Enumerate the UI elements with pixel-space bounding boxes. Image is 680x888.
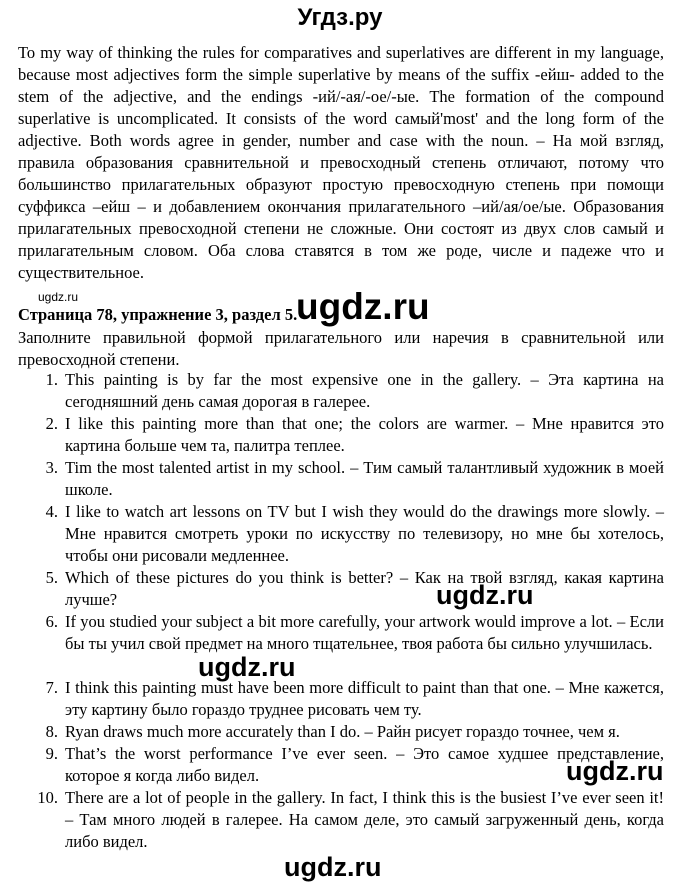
item-text: I like to watch art lessons on TV but I wish they would do the drawings more slowly. – Мне нравится смотреть уроки по искусству по телевизору, но мне бы хотелось, чтобы они рисовали медленнее. — [65, 502, 664, 565]
watermark: ugdz.ru — [436, 580, 534, 610]
task-instruction: Заполните правильной формой прилагательного или наречия в сравнительной или превосходной степени. — [18, 328, 664, 369]
list-item — [18, 457, 664, 501]
list-item — [18, 567, 664, 611]
list-item — [18, 721, 664, 743]
item-text: This painting is by far the most expensive one in the gallery. – Эта картина на сегодняшний день самая дорогая в галерее. — [65, 370, 664, 411]
item-text: Ryan draws much more accurately than I do. – Райн рисует гораздо точнее, чем я. — [65, 722, 620, 741]
item-number: 5. — [45, 568, 58, 587]
item-text: That’s the worst performance I’ve ever seen. – Это самое худшее представление, которое я когда либо видел. — [65, 744, 664, 785]
list-item — [18, 369, 664, 413]
item-text: Tim the most talented artist in my school. – Тим самый талантливый художник в моей школе. — [65, 458, 664, 499]
item-number: 1. — [45, 370, 58, 389]
item-number: 10. — [37, 788, 58, 807]
item-text: I think this painting must have been more difficult to paint than that one. – Мне кажется, эту картину было гораздо труднее рисовать чем ту. — [65, 678, 664, 719]
list-item — [18, 501, 664, 567]
item-number: 8. — [45, 722, 58, 741]
item-number: 9. — [45, 744, 58, 763]
item-text: If you studied your subject a bit more carefully, your artwork would improve a lot. – Если бы ты учил свой предмет на много тщательнее, твоя работа бы сильно улучшилась. — [65, 612, 664, 653]
site-header: Угдз.ру — [297, 4, 383, 31]
item-number: 6. — [45, 612, 58, 631]
item-number: 7. — [45, 678, 58, 697]
watermark-large: ugdz.ru — [296, 286, 430, 327]
list-item — [18, 611, 664, 655]
intro-paragraph: To my way of thinking the rules for comparatives and superlatives are different in my language, because most adjectives form the simple superlative by means of the suffix -ейш- added to the stem of the adjective, and the endings -ий/-ая/-ое/-ые. The formation of the compound superlative is uncomplicated. It consists of the word самый'most' and the long form of the adjective. Both words agree in gender, number and case with the noun. – На мой взгляд, правила образования сравнительной и превосходный степень отличают, потому что большинство прилагательных образуют простую превосходную степень при помощи суффикса –ейш – и добавлением окончания прилагательного –ий/ая/ое/ые. Образования прилагательных превосходной степени не сложные. Они состоят из двух слов самый и прилагательным словом. Оба слова ставятся в том же роде, числе и падеже что и существительное. — [18, 43, 664, 282]
item-number: 4. — [45, 502, 58, 521]
section-title: Страница 78, упражнение 3, раздел 5. — [18, 305, 298, 324]
list-item — [18, 787, 664, 853]
item-number: 2. — [45, 414, 58, 433]
watermark: ugdz.ru — [284, 852, 382, 882]
watermark-small: ugdz.ru — [38, 290, 79, 304]
item-text: Which of these pictures do you think is better? – Как на твой взгляд, какая картина лучше? — [65, 568, 664, 609]
list-item — [18, 677, 664, 721]
list-item — [18, 413, 664, 457]
watermark: ugdz.ru — [198, 652, 296, 682]
item-number: 3. — [45, 458, 58, 477]
item-text: I like this painting more than that one; the colors are warmer. – Мне нравится это картина больше чем та, палитра теплее. — [65, 414, 664, 455]
watermark: ugdz.ru — [566, 756, 664, 786]
item-text: There are a lot of people in the gallery. In fact, I think this is the busiest I’ve ever seen it! – Там много людей в галерее. На самом деле, это самый загруженный день, когда либо видел. — [65, 788, 664, 851]
